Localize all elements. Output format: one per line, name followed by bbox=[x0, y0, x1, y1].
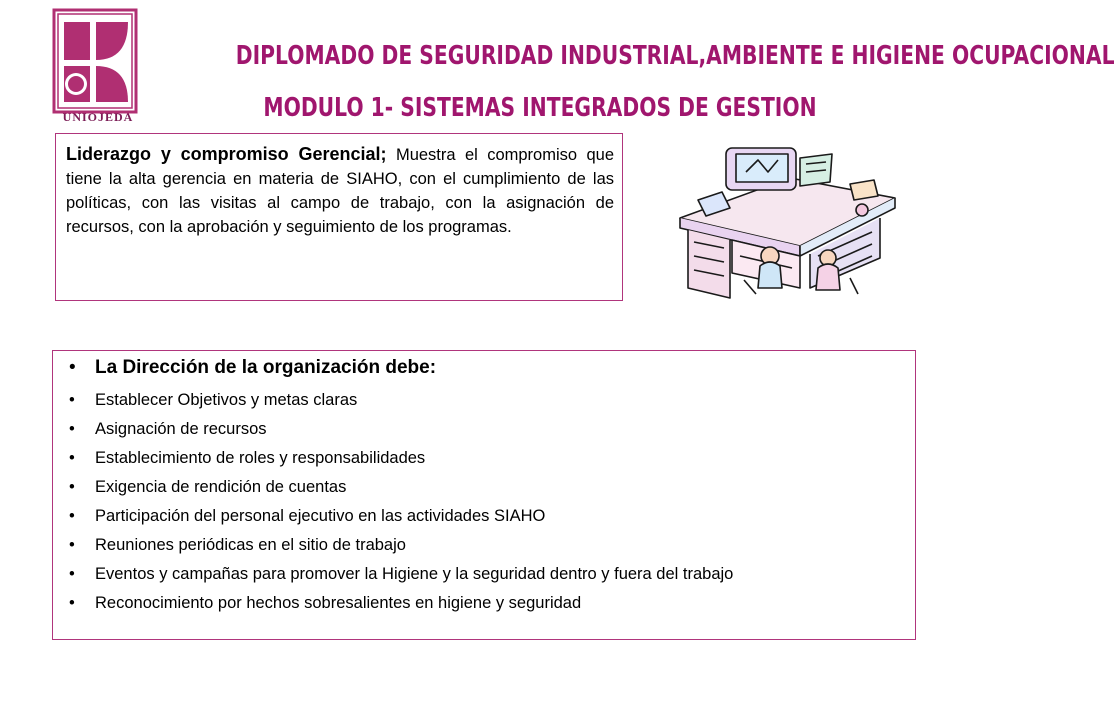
office-desk-clipart-icon bbox=[660, 138, 910, 300]
list-item-text: Participación del personal ejecutivo en las actividades SIAHO bbox=[95, 507, 546, 525]
list-heading bbox=[63, 357, 895, 379]
list-item bbox=[63, 506, 895, 526]
title-line-2: MODULO 1- SISTEMAS INTEGRADOS DE GESTION bbox=[263, 93, 817, 123]
bullet-icon: • bbox=[69, 536, 75, 554]
bullet-icon: • bbox=[69, 420, 75, 438]
title-line-1: DIPLOMADO DE SEGURIDAD INDUSTRIAL,AMBIENTE E HIGIENE OCUPACIONAL bbox=[235, 41, 1115, 71]
bullet-icon: • bbox=[69, 357, 76, 378]
intro-body: Muestra el compromiso que tiene la alta gerencia en materia de SIAHO, con el cumplimiento de las políticas, con las visitas al campo de trabajo, con la asignación de recursos, con la aprobación y seguimiento de los programas. bbox=[66, 146, 614, 236]
list-item bbox=[63, 535, 895, 555]
directives-list-box bbox=[52, 350, 916, 640]
list-item bbox=[63, 448, 895, 468]
list-item bbox=[63, 564, 895, 584]
list-item-text: Exigencia de rendición de cuentas bbox=[95, 478, 347, 496]
bullet-icon: • bbox=[69, 478, 75, 496]
list-heading-text: La Dirección de la organización debe: bbox=[95, 357, 437, 378]
list-item-text: Asignación de recursos bbox=[95, 420, 267, 438]
directives-list bbox=[63, 357, 895, 613]
bullet-icon: • bbox=[69, 449, 75, 467]
intro-lead: Liderazgo y compromiso Gerencial; bbox=[66, 144, 387, 164]
list-item-text: Reuniones periódicas en el sitio de trabajo bbox=[95, 536, 406, 554]
bullet-icon: • bbox=[69, 507, 75, 525]
list-item bbox=[63, 477, 895, 497]
bullet-icon: • bbox=[69, 565, 75, 583]
list-item-text: Eventos y campañas para promover la Higiene y la seguridad dentro y fuera del trabajo bbox=[95, 565, 734, 583]
list-item bbox=[63, 419, 895, 439]
list-item bbox=[63, 390, 895, 410]
list-item-text: Establecimiento de roles y responsabilidades bbox=[95, 449, 426, 467]
list-item-text: Establecer Objetivos y metas claras bbox=[95, 391, 358, 409]
bullet-icon: • bbox=[69, 391, 75, 409]
intro-textbox bbox=[55, 133, 623, 301]
list-item-text: Reconocimiento por hechos sobresalientes en higiene y seguridad bbox=[95, 594, 582, 612]
list-item bbox=[63, 593, 895, 613]
uniojeda-logo-icon bbox=[52, 8, 138, 114]
page-title bbox=[235, 30, 1115, 134]
bullet-icon: • bbox=[69, 594, 75, 612]
logo-label: UNIOJEDA bbox=[62, 110, 134, 124]
